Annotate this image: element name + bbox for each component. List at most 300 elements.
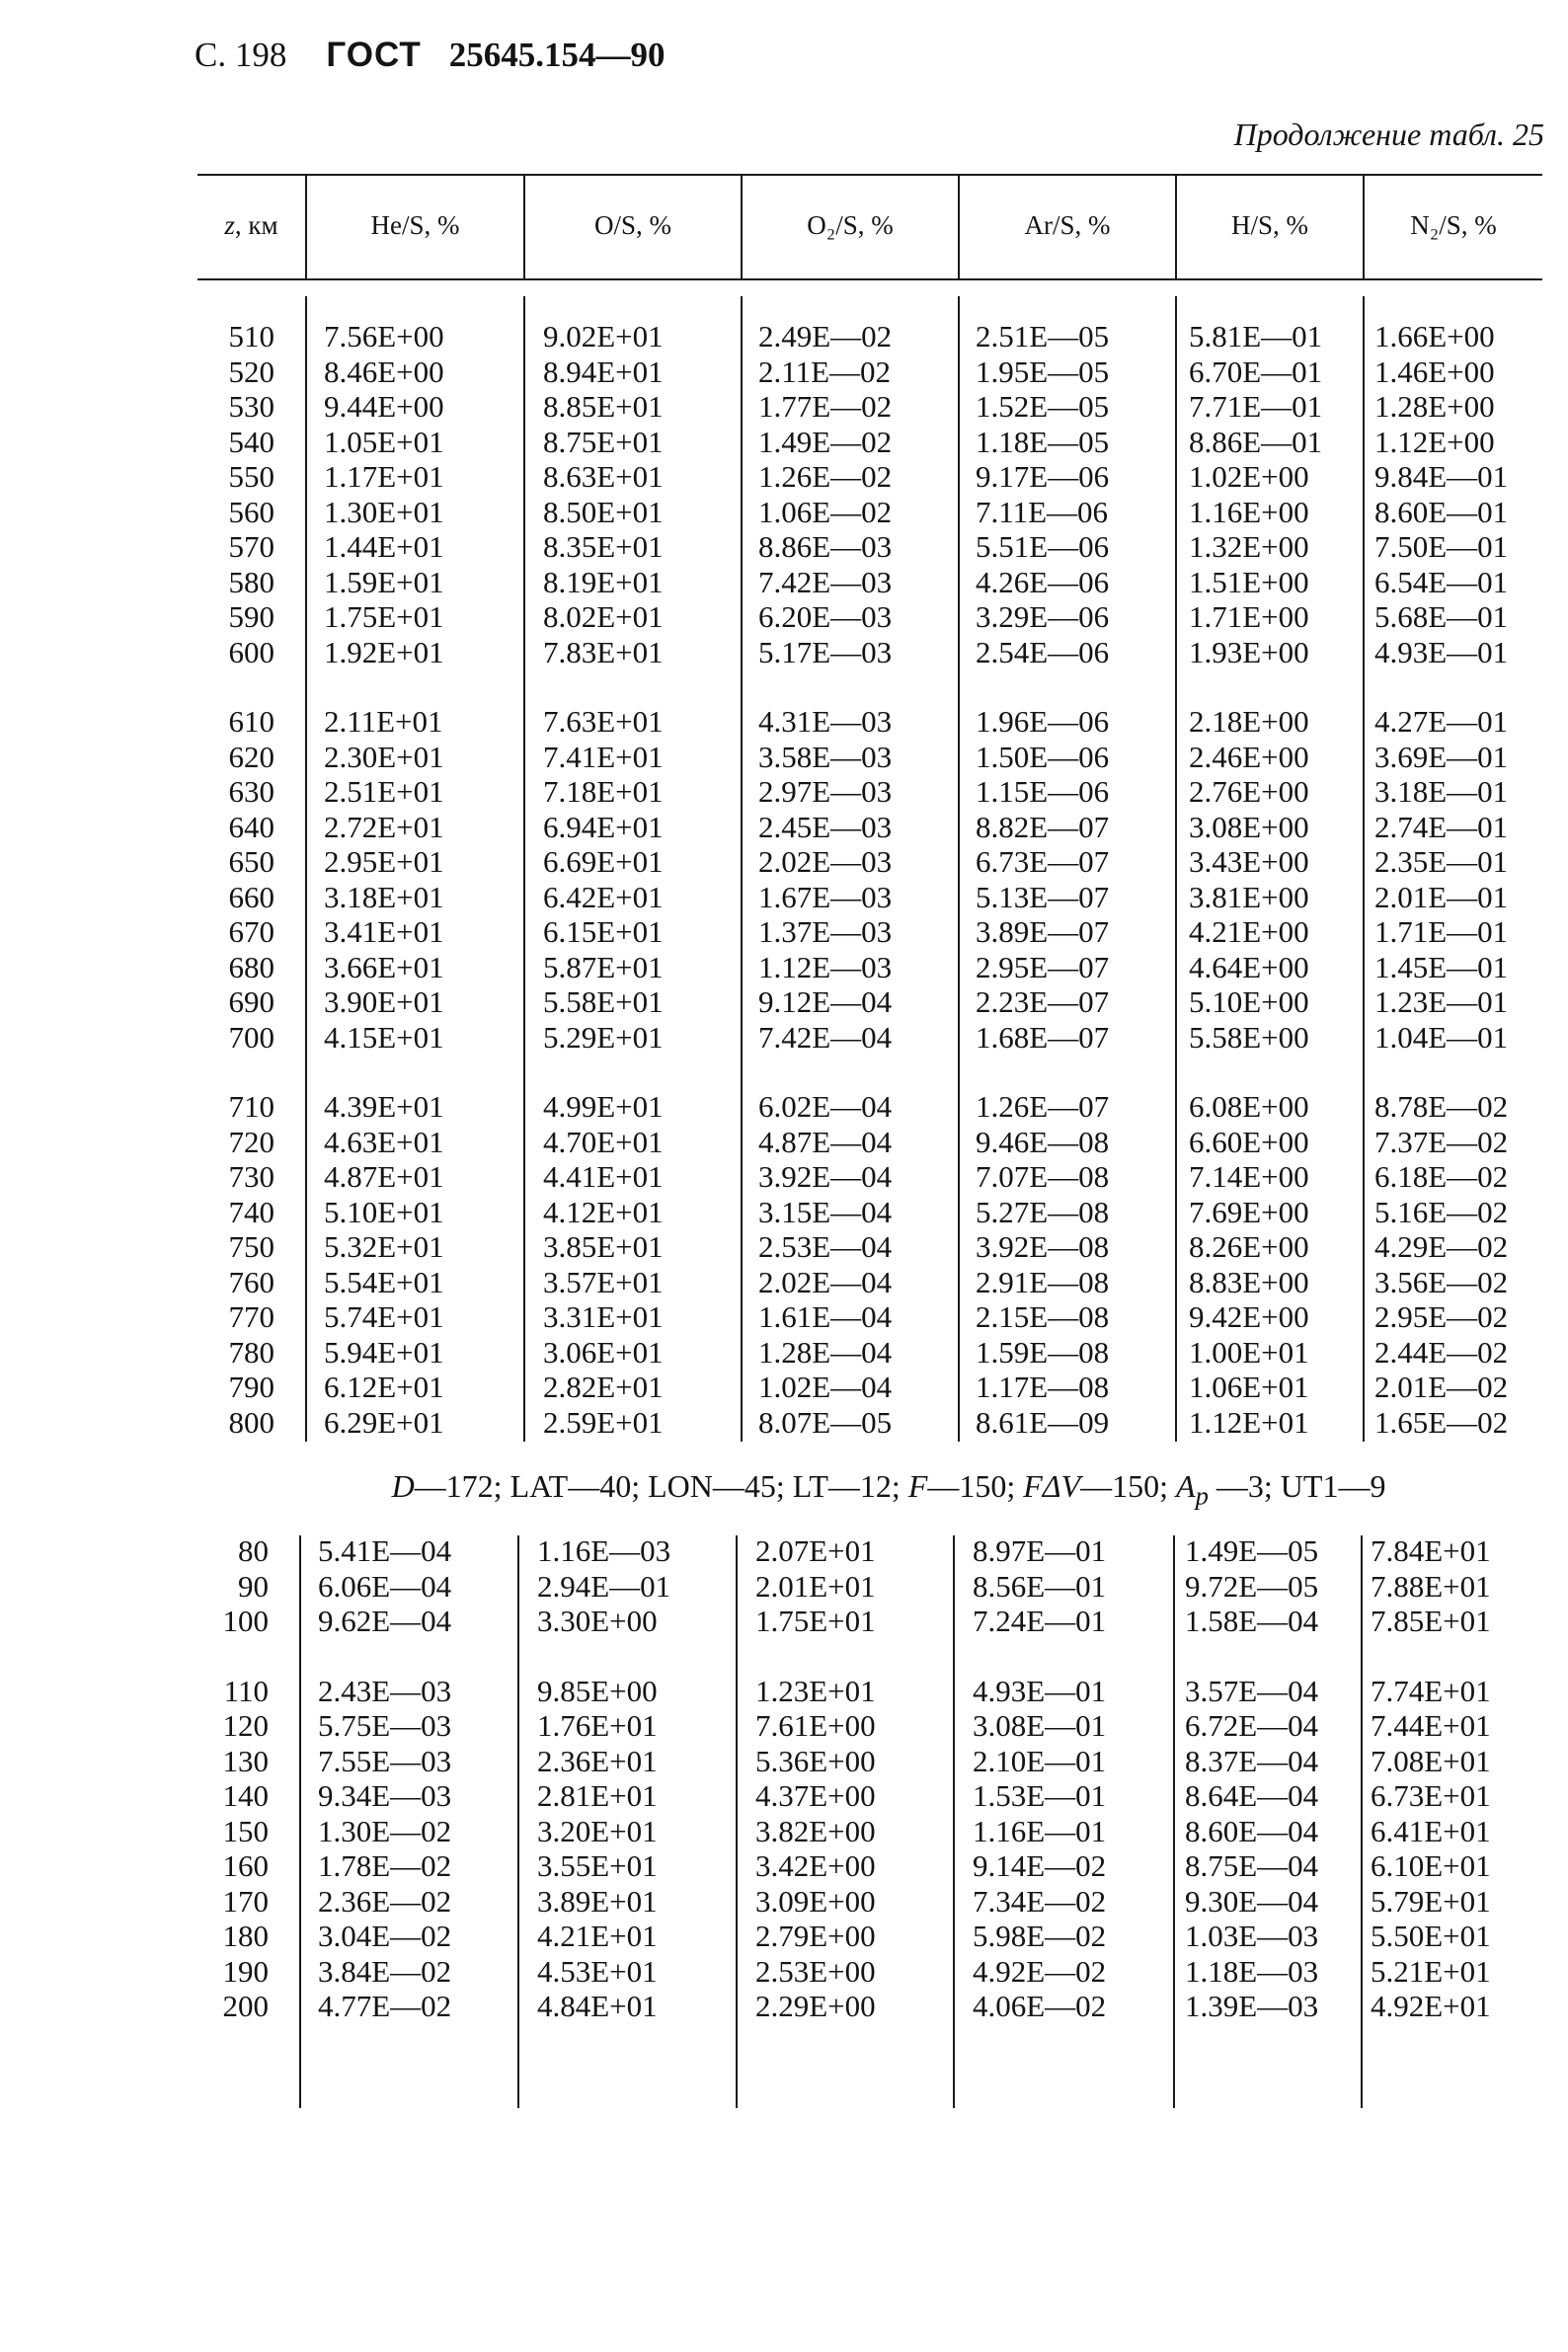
page-number: С. 198 xyxy=(195,36,287,74)
value-cell: 7.83E+01 xyxy=(543,634,664,669)
column-header-o: O/S, % xyxy=(593,209,671,240)
value-cell: 8.26E+00 xyxy=(1189,1229,1309,1264)
value-cell: 5.58E+01 xyxy=(543,984,664,1019)
value-cell: 1.37E—03 xyxy=(758,914,893,949)
value-cell: 7.50E—01 xyxy=(1374,529,1509,564)
value-cell: 6.72E—04 xyxy=(1185,1708,1319,1743)
value-cell: 4.92E—02 xyxy=(973,1953,1107,1989)
column-header-o2: O₂/S, % xyxy=(807,209,894,240)
value-cell: 3.90E+01 xyxy=(324,984,444,1019)
value-cell: 2.15E—08 xyxy=(976,1299,1110,1334)
altitude-cell: 660 xyxy=(228,879,274,914)
value-cell: 1.26E—02 xyxy=(758,459,893,494)
column-divider xyxy=(1173,1535,1175,2108)
value-cell: 8.63E+01 xyxy=(543,459,664,494)
value-cell: 5.51E—06 xyxy=(976,529,1110,564)
value-cell: 9.72E—05 xyxy=(1185,1568,1319,1604)
altitude-cell: 610 xyxy=(228,704,274,739)
value-cell: 2.02E—03 xyxy=(758,844,893,879)
value-cell: 1.75E+01 xyxy=(324,599,444,634)
value-cell: 9.62E—04 xyxy=(318,1604,452,1638)
value-cell: 2.94E—01 xyxy=(537,1568,671,1604)
value-cell: 3.18E+01 xyxy=(324,879,444,914)
value-cell: 2.54E—06 xyxy=(976,634,1110,669)
value-cell: 2.43E—03 xyxy=(318,1673,452,1708)
value-cell: 1.76E+01 xyxy=(537,1708,658,1743)
value-cell: 6.06E—04 xyxy=(318,1568,452,1604)
value-cell: 1.49E—02 xyxy=(758,424,893,459)
value-cell: 9.12E—04 xyxy=(758,984,893,1019)
value-cell: 1.12E+00 xyxy=(1374,424,1495,459)
value-cell: 5.10E+00 xyxy=(1189,984,1309,1019)
value-cell: 3.42E+00 xyxy=(755,1848,876,1883)
value-cell: 1.03E—03 xyxy=(1185,1919,1319,1953)
value-cell: 3.09E+00 xyxy=(755,1883,876,1919)
value-cell: 8.50E+01 xyxy=(543,494,664,529)
altitude-cell: 580 xyxy=(228,564,274,599)
altitude-cell: 680 xyxy=(228,949,274,984)
value-cell: 7.07E—08 xyxy=(976,1159,1110,1194)
value-cell: 6.54E—01 xyxy=(1374,564,1509,599)
standard-code: ГОСТ xyxy=(326,36,422,74)
value-cell: 1.61E—04 xyxy=(758,1299,893,1334)
value-cell: 1.52E—05 xyxy=(976,389,1110,424)
altitude-cell: 740 xyxy=(228,1194,274,1229)
value-cell: 4.77E—02 xyxy=(318,1989,452,2023)
altitude-cell: 100 xyxy=(222,1604,269,1638)
value-cell: 1.95E—05 xyxy=(976,353,1110,389)
altitude-cell: 570 xyxy=(228,529,274,564)
value-cell: 3.84E—02 xyxy=(318,1953,452,1989)
value-cell: 3.29E—06 xyxy=(976,599,1110,634)
value-cell: 1.93E+00 xyxy=(1189,634,1309,669)
value-cell: 6.10E+01 xyxy=(1371,1848,1491,1883)
table-header-rule xyxy=(197,278,1542,280)
value-cell: 5.58E+00 xyxy=(1189,1019,1309,1055)
column-header-n2: N₂/S, % xyxy=(1410,209,1497,240)
value-cell: 6.69E+01 xyxy=(543,844,664,879)
value-cell: 3.41E+01 xyxy=(324,914,444,949)
value-cell: 4.93E—01 xyxy=(973,1673,1107,1708)
value-cell: 8.35E+01 xyxy=(543,529,664,564)
value-cell: 5.50E+01 xyxy=(1371,1919,1491,1953)
value-cell: 4.70E+01 xyxy=(543,1124,664,1159)
value-cell: 7.08E+01 xyxy=(1371,1743,1491,1778)
value-cell: 2.76E+00 xyxy=(1189,774,1309,809)
value-cell: 5.32E+01 xyxy=(324,1229,444,1264)
altitude-cell: 550 xyxy=(228,459,274,494)
value-cell: 3.56E—02 xyxy=(1374,1264,1509,1299)
column-divider xyxy=(517,1535,519,2108)
column-divider xyxy=(953,1535,955,2108)
altitude-cell: 710 xyxy=(228,1089,274,1124)
altitude-cell: 150 xyxy=(222,1813,269,1848)
value-cell: 1.71E—01 xyxy=(1374,914,1509,949)
value-cell: 7.24E—01 xyxy=(973,1604,1107,1638)
altitude-cell: 700 xyxy=(228,1019,274,1055)
value-cell: 2.11E+01 xyxy=(324,704,443,739)
value-cell: 4.39E+01 xyxy=(324,1089,444,1124)
value-cell: 1.51E+00 xyxy=(1189,564,1309,599)
value-cell: 1.30E+01 xyxy=(324,494,444,529)
value-cell: 9.34E—03 xyxy=(318,1778,452,1813)
altitude-cell: 110 xyxy=(223,1673,269,1708)
value-cell: 2.46E+00 xyxy=(1189,739,1309,774)
value-cell: 5.21E+01 xyxy=(1371,1953,1491,1989)
value-cell: 2.36E—02 xyxy=(318,1883,452,1919)
value-cell: 3.66E+01 xyxy=(324,949,444,984)
value-cell: 2.01E—02 xyxy=(1374,1370,1509,1404)
value-cell: 9.84E—01 xyxy=(1374,459,1509,494)
value-cell: 1.17E—08 xyxy=(976,1370,1110,1404)
value-cell: 9.42E+00 xyxy=(1189,1299,1309,1334)
value-cell: 2.51E+01 xyxy=(324,774,444,809)
altitude-cell: 560 xyxy=(228,494,274,529)
column-divider xyxy=(305,296,307,1442)
value-cell: 1.78E—02 xyxy=(318,1848,452,1883)
value-cell: 4.27E—01 xyxy=(1374,704,1509,739)
value-cell: 8.60E—04 xyxy=(1185,1813,1319,1848)
value-cell: 2.02E—04 xyxy=(758,1264,893,1299)
value-cell: 3.92E—08 xyxy=(976,1229,1110,1264)
value-cell: 7.88E+01 xyxy=(1371,1568,1491,1604)
value-cell: 7.69E+00 xyxy=(1189,1194,1309,1229)
value-cell: 8.64E—04 xyxy=(1185,1778,1319,1813)
value-cell: 7.34E—02 xyxy=(973,1883,1107,1919)
value-cell: 6.20E—03 xyxy=(758,599,893,634)
altitude-cell: 200 xyxy=(222,1989,269,2023)
value-cell: 1.39E—03 xyxy=(1185,1989,1319,2023)
altitude-cell: 690 xyxy=(228,984,274,1019)
value-cell: 2.82E+01 xyxy=(543,1370,664,1404)
value-cell: 2.01E—01 xyxy=(1374,879,1509,914)
value-cell: 7.11E—06 xyxy=(976,494,1109,529)
value-cell: 5.17E—03 xyxy=(758,634,893,669)
value-cell: 2.36E+01 xyxy=(537,1743,658,1778)
value-cell: 6.73E+01 xyxy=(1371,1778,1491,1813)
altitude-cell: 130 xyxy=(222,1743,269,1778)
value-cell: 2.72E+01 xyxy=(324,809,444,844)
value-cell: 7.42E—04 xyxy=(758,1019,893,1055)
value-cell: 2.91E—08 xyxy=(976,1264,1110,1299)
value-cell: 4.21E+01 xyxy=(537,1919,658,1953)
value-cell: 1.16E—01 xyxy=(973,1813,1107,1848)
value-cell: 1.06E+01 xyxy=(1189,1370,1309,1404)
value-cell: 1.02E—04 xyxy=(758,1370,893,1404)
value-cell: 4.15E+01 xyxy=(324,1019,444,1055)
value-cell: 1.49E—05 xyxy=(1185,1533,1319,1568)
value-cell: 7.63E+01 xyxy=(543,704,664,739)
model-conditions-line: D—172; LAT—40; LON—45; LT—12; F—150; FΔV—150; $A_p$ —3; UT1—9 xyxy=(391,1468,1386,1511)
column-divider xyxy=(1363,296,1365,1442)
page-header xyxy=(195,36,666,75)
value-cell: 3.04E—02 xyxy=(318,1919,452,1953)
altitude-cell: 170 xyxy=(222,1883,269,1919)
value-cell: 8.37E—04 xyxy=(1185,1743,1319,1778)
value-cell: 4.92E+01 xyxy=(1371,1989,1491,2023)
value-cell: 2.35E—01 xyxy=(1374,844,1509,879)
altitude-cell: 780 xyxy=(228,1334,274,1370)
value-cell: 8.19E+01 xyxy=(543,564,664,599)
value-cell: 7.37E—02 xyxy=(1374,1124,1509,1159)
value-cell: 1.16E—03 xyxy=(537,1533,671,1568)
value-cell: 8.56E—01 xyxy=(973,1568,1107,1604)
table-continuation-caption: Продолжение табл. 25 xyxy=(1233,117,1544,152)
altitude-cell: 540 xyxy=(228,424,274,459)
value-cell: 2.79E+00 xyxy=(755,1919,876,1953)
value-cell: 4.63E+01 xyxy=(324,1124,444,1159)
value-cell: 1.53E—01 xyxy=(973,1778,1107,1813)
value-cell: 1.66E+00 xyxy=(1374,319,1495,353)
column-header-he: He/S, % xyxy=(370,209,460,240)
value-cell: 1.23E+01 xyxy=(755,1673,876,1708)
value-cell: 2.01E+01 xyxy=(755,1568,876,1604)
value-cell: 6.18E—02 xyxy=(1374,1159,1509,1194)
altitude-cell: 80 xyxy=(238,1533,269,1568)
value-cell: 5.36E+00 xyxy=(755,1743,876,1778)
altitude-cell: 650 xyxy=(228,844,274,879)
value-cell: 5.68E—01 xyxy=(1374,599,1509,634)
value-cell: 1.92E+01 xyxy=(324,634,444,669)
altitude-cell: 180 xyxy=(222,1919,269,1953)
value-cell: 1.44E+01 xyxy=(324,529,444,564)
value-cell: 8.83E+00 xyxy=(1189,1264,1309,1299)
value-cell: 2.95E+01 xyxy=(324,844,444,879)
altitude-cell: 760 xyxy=(228,1264,274,1299)
value-cell: 8.46E+00 xyxy=(324,353,444,389)
column-divider xyxy=(1175,296,1177,1442)
value-cell: 7.61E+00 xyxy=(755,1708,876,1743)
value-cell: 5.54E+01 xyxy=(324,1264,444,1299)
value-cell: 9.44E+00 xyxy=(324,389,444,424)
value-cell: 1.02E+00 xyxy=(1189,459,1309,494)
value-cell: 3.55E+01 xyxy=(537,1848,658,1883)
value-cell: 5.79E+01 xyxy=(1371,1883,1491,1919)
value-cell: 3.57E+01 xyxy=(543,1264,664,1299)
value-cell: 2.44E—02 xyxy=(1374,1334,1509,1370)
value-cell: 3.08E—01 xyxy=(973,1708,1107,1743)
altitude-cell: 630 xyxy=(228,774,274,809)
value-cell: 8.60E—01 xyxy=(1374,494,1509,529)
column-divider xyxy=(958,296,960,1442)
value-cell: 1.96E—06 xyxy=(976,704,1110,739)
value-cell: 6.94E+01 xyxy=(543,809,664,844)
value-cell: 1.58E—04 xyxy=(1185,1604,1319,1638)
value-cell: 8.86E—03 xyxy=(758,529,893,564)
value-cell: 5.10E+01 xyxy=(324,1194,444,1229)
value-cell: 1.05E+01 xyxy=(324,424,444,459)
altitude-cell: 750 xyxy=(228,1229,274,1264)
value-cell: 8.75E+01 xyxy=(543,424,664,459)
value-cell: 5.41E—04 xyxy=(318,1533,452,1568)
value-cell: 3.20E+01 xyxy=(537,1813,658,1848)
value-cell: 1.00E+01 xyxy=(1189,1334,1309,1370)
value-cell: 1.15E—06 xyxy=(976,774,1110,809)
value-cell: 4.84E+01 xyxy=(537,1989,658,2023)
altitude-cell: 620 xyxy=(228,739,274,774)
value-cell: 3.89E+01 xyxy=(537,1883,658,1919)
value-cell: 6.70E—01 xyxy=(1189,353,1323,389)
value-cell: 3.58E—03 xyxy=(758,739,893,774)
altitude-cell: 90 xyxy=(238,1568,269,1604)
value-cell: 2.30E+01 xyxy=(324,739,444,774)
value-cell: 6.41E+01 xyxy=(1371,1813,1491,1848)
column-header-h: H/S, % xyxy=(1230,209,1308,240)
value-cell: 5.87E+01 xyxy=(543,949,664,984)
column-header-ar: Ar/S, % xyxy=(1024,209,1111,240)
value-cell: 8.61E—09 xyxy=(976,1404,1110,1440)
value-cell: 7.56E+00 xyxy=(324,319,444,353)
altitude-cell: 790 xyxy=(228,1370,274,1404)
value-cell: 3.81E+00 xyxy=(1189,879,1309,914)
column-header-altitude: z , км xyxy=(224,209,278,240)
value-cell: 6.15E+01 xyxy=(543,914,664,949)
value-cell: 6.29E+01 xyxy=(324,1404,444,1440)
value-cell: 9.30E—04 xyxy=(1185,1883,1319,1919)
value-cell: 8.78E—02 xyxy=(1374,1089,1509,1124)
value-cell: 1.30E—02 xyxy=(318,1813,452,1848)
value-cell: 2.53E+00 xyxy=(755,1953,876,1989)
value-cell: 4.41E+01 xyxy=(543,1159,664,1194)
altitude-cell: 530 xyxy=(228,389,274,424)
value-cell: 7.44E+01 xyxy=(1371,1708,1491,1743)
value-cell: 1.26E—07 xyxy=(976,1089,1110,1124)
value-cell: 6.12E+01 xyxy=(324,1370,444,1404)
value-cell: 5.13E—07 xyxy=(976,879,1110,914)
value-cell: 3.18E—01 xyxy=(1374,774,1509,809)
value-cell: 4.21E+00 xyxy=(1189,914,1309,949)
value-cell: 2.18E+00 xyxy=(1189,704,1309,739)
value-cell: 3.06E+01 xyxy=(543,1334,664,1370)
value-cell: 2.59E+01 xyxy=(543,1404,664,1440)
value-cell: 5.74E+01 xyxy=(324,1299,444,1334)
value-cell: 5.29E+01 xyxy=(543,1019,664,1055)
value-cell: 8.75E—04 xyxy=(1185,1848,1319,1883)
altitude-cell: 640 xyxy=(228,809,274,844)
value-cell: 6.08E+00 xyxy=(1189,1089,1309,1124)
value-cell: 1.28E+00 xyxy=(1374,389,1495,424)
value-cell: 2.10E—01 xyxy=(973,1743,1107,1778)
value-cell: 8.86E—01 xyxy=(1189,424,1323,459)
value-cell: 1.18E—05 xyxy=(976,424,1110,459)
value-cell: 1.16E+00 xyxy=(1189,494,1309,529)
value-cell: 1.28E—04 xyxy=(758,1334,893,1370)
value-cell: 7.18E+01 xyxy=(543,774,664,809)
value-cell: 4.06E—02 xyxy=(973,1989,1107,2023)
value-cell: 5.75E—03 xyxy=(318,1708,452,1743)
value-cell: 1.75E+01 xyxy=(755,1604,876,1638)
altitude-cell: 590 xyxy=(228,599,274,634)
value-cell: 1.71E+00 xyxy=(1189,599,1309,634)
value-cell: 2.49E—02 xyxy=(758,319,893,353)
value-cell: 2.51E—05 xyxy=(976,319,1110,353)
value-cell: 3.89E—07 xyxy=(976,914,1110,949)
value-cell: 2.23E—07 xyxy=(976,984,1110,1019)
value-cell: 2.45E—03 xyxy=(758,809,893,844)
value-cell: 7.41E+01 xyxy=(543,739,664,774)
value-cell: 9.17E—06 xyxy=(976,459,1110,494)
standard-number: 25645.154—90 xyxy=(448,36,666,74)
value-cell: 9.85E+00 xyxy=(537,1673,658,1708)
value-cell: 7.84E+01 xyxy=(1371,1533,1491,1568)
value-cell: 2.95E—02 xyxy=(1374,1299,1509,1334)
value-cell: 4.87E+01 xyxy=(324,1159,444,1194)
value-cell: 1.18E—03 xyxy=(1185,1953,1319,1989)
value-cell: 2.95E—07 xyxy=(976,949,1110,984)
column-divider xyxy=(736,1535,738,2108)
altitude-cell: 720 xyxy=(228,1124,274,1159)
column-divider xyxy=(741,296,743,1442)
value-cell: 1.23E—01 xyxy=(1374,984,1509,1019)
value-cell: 8.82E—07 xyxy=(976,809,1110,844)
value-cell: 4.12E+01 xyxy=(543,1194,664,1229)
value-cell: 2.74E—01 xyxy=(1374,809,1509,844)
value-cell: 8.85E+01 xyxy=(543,389,664,424)
value-cell: 1.32E+00 xyxy=(1189,529,1309,564)
value-cell: 9.14E—02 xyxy=(973,1848,1107,1883)
value-cell: 3.43E+00 xyxy=(1189,844,1309,879)
value-cell: 5.16E—02 xyxy=(1374,1194,1509,1229)
value-cell: 1.68E—07 xyxy=(976,1019,1110,1055)
value-cell: 6.42E+01 xyxy=(543,879,664,914)
value-cell: 2.29E+00 xyxy=(755,1989,876,2023)
value-cell: 9.02E+01 xyxy=(543,319,664,353)
value-cell: 4.31E—03 xyxy=(758,704,893,739)
value-cell: 1.50E—06 xyxy=(976,739,1110,774)
altitude-cell: 670 xyxy=(228,914,274,949)
value-cell: 4.87E—04 xyxy=(758,1124,893,1159)
value-cell: 3.57E—04 xyxy=(1185,1673,1319,1708)
value-cell: 1.65E—02 xyxy=(1374,1404,1509,1440)
value-cell: 6.60E+00 xyxy=(1189,1124,1309,1159)
value-cell: 3.69E—01 xyxy=(1374,739,1509,774)
value-cell: 1.12E+01 xyxy=(1189,1404,1309,1440)
value-cell: 9.46E—08 xyxy=(976,1124,1110,1159)
value-cell: 4.64E+00 xyxy=(1189,949,1309,984)
value-cell: 1.46E+00 xyxy=(1374,353,1495,389)
altitude-cell: 600 xyxy=(228,634,274,669)
value-cell: 2.11E—02 xyxy=(758,353,892,389)
altitude-cell: 190 xyxy=(222,1953,269,1989)
value-cell: 4.93E—01 xyxy=(1374,634,1509,669)
value-cell: 1.17E+01 xyxy=(324,459,444,494)
value-cell: 4.53E+01 xyxy=(537,1953,658,1989)
value-cell: 7.42E—03 xyxy=(758,564,893,599)
value-cell: 1.59E—08 xyxy=(976,1334,1110,1370)
altitude-cell: 510 xyxy=(228,319,274,353)
value-cell: 2.53E—04 xyxy=(758,1229,893,1264)
value-cell: 2.97E—03 xyxy=(758,774,893,809)
column-divider xyxy=(1361,1535,1363,2108)
value-cell: 1.77E—02 xyxy=(758,389,893,424)
value-cell: 7.71E—01 xyxy=(1189,389,1323,424)
value-cell: 2.81E+01 xyxy=(537,1778,658,1813)
value-cell: 3.08E+00 xyxy=(1189,809,1309,844)
value-cell: 3.92E—04 xyxy=(758,1159,893,1194)
value-cell: 3.82E+00 xyxy=(755,1813,876,1848)
value-cell: 2.07E+01 xyxy=(755,1533,876,1568)
value-cell: 5.27E—08 xyxy=(976,1194,1110,1229)
value-cell: 1.59E+01 xyxy=(324,564,444,599)
value-cell: 8.02E+01 xyxy=(543,599,664,634)
value-cell: 4.26E—06 xyxy=(976,564,1110,599)
column-divider xyxy=(523,296,525,1442)
value-cell: 5.94E+01 xyxy=(324,1334,444,1370)
value-cell: 5.81E—01 xyxy=(1189,319,1323,353)
value-cell: 3.15E—04 xyxy=(758,1194,893,1229)
value-cell: 1.06E—02 xyxy=(758,494,893,529)
value-cell: 7.55E—03 xyxy=(318,1743,452,1778)
